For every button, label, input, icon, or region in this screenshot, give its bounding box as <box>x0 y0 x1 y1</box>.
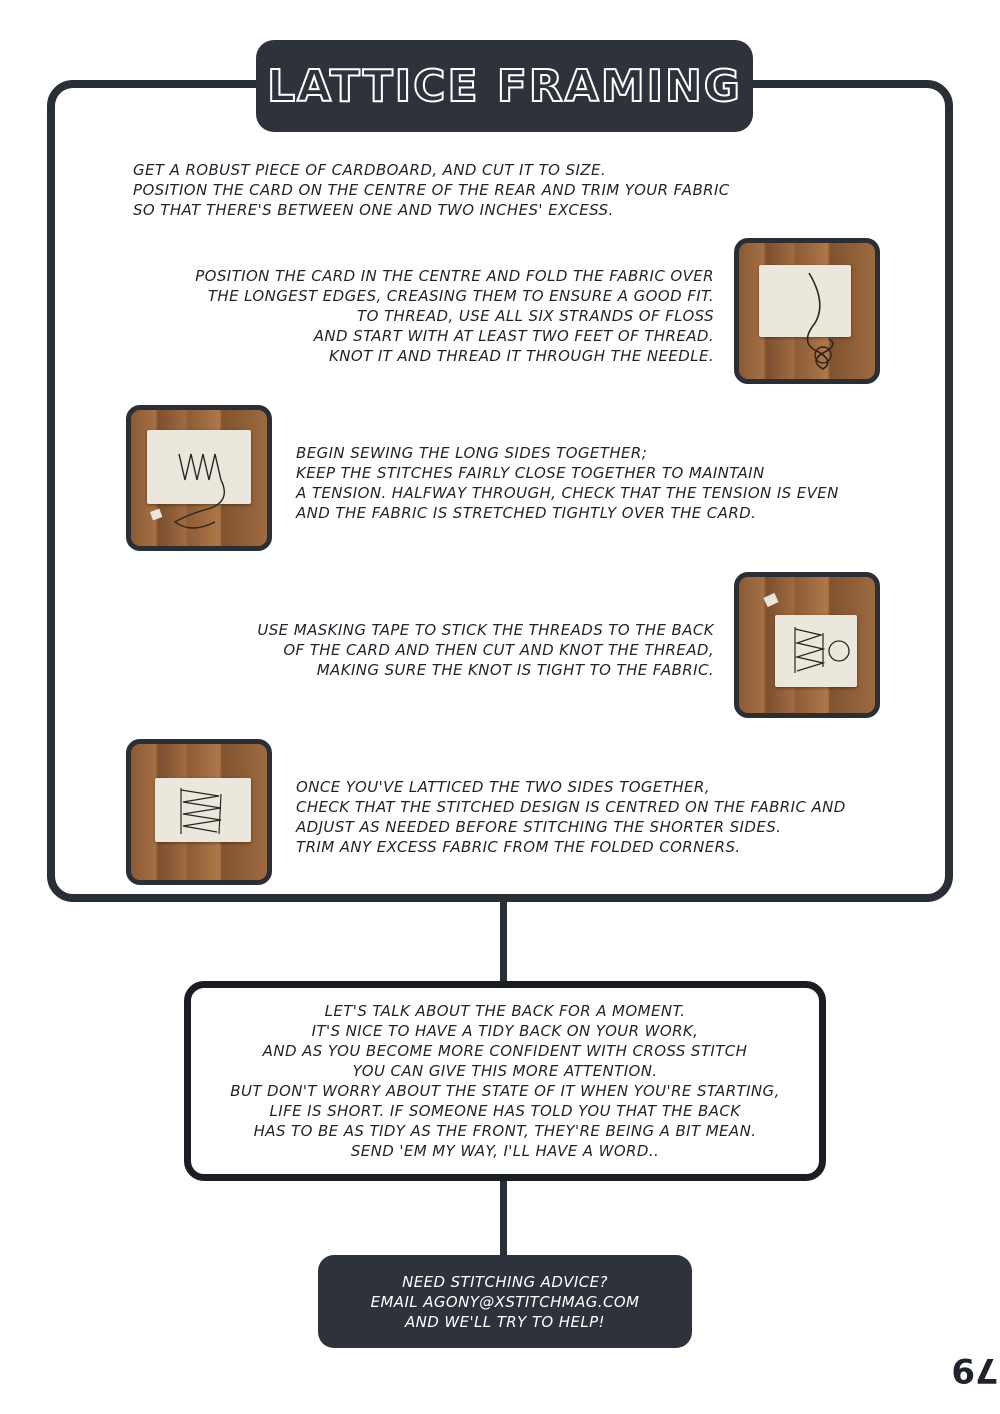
step-1-text: GET A ROBUST PIECE OF CARDBOARD, AND CUT IT TO SIZE. POSITION THE CARD ON THE CENTRE OF THE REAR AND TRIM YOUR FABRIC SO THAT THERE'S BETWEEN ONE AND TWO INCHES' EXCESS. <box>133 161 730 219</box>
connector-line-bottom <box>500 1181 507 1255</box>
page-title: LATTICE FRAMING <box>267 60 742 112</box>
back-advice-text: LET'S TALK ABOUT THE BACK FOR A MOMENT. IT'S NICE TO HAVE A TIDY BACK ON YOUR WORK, AND AS YOU BECOME MORE CONFIDENT WITH CROSS STITCH YOU CAN GIVE THIS MORE ATTENTION. BUT DON'T WORRY ABOUT THE STATE OF IT WHEN YOU'RE STARTING, LIFE IS SHORT. IF SOMEONE HAS TOLD YOU THAT THE BACK HAS TO BE AS TIDY AS THE FRONT, THEY'RE BEING A BIT MEAN. SEND 'EM MY WAY, I'LL HAVE A WORD.. <box>230 1002 780 1160</box>
contact-box <box>318 1255 692 1348</box>
step-5-text: ONCE YOU'VE LATTICED THE TWO SIDES TOGETHER, CHECK THAT THE STITCHED DESIGN IS CENTRED ON THE FABRIC AND ADJUST AS NEEDED BEFORE STITCHING THE SHORTER SIDES. TRIM ANY EXCESS FABRIC FROM THE FOLDED CORNERS. <box>296 778 846 856</box>
step-4-text: USE MASKING TAPE TO STICK THE THREADS TO THE BACK OF THE CARD AND THEN CUT AND KNOT THE THREAD, MAKING SURE THE KNOT IS TIGHT TO THE FABRIC. <box>257 621 714 679</box>
step-5-photo <box>126 739 272 885</box>
step-2-photo <box>734 238 880 384</box>
step-3-photo <box>126 405 272 551</box>
page-number: 79 <box>951 1350 999 1390</box>
contact-text: NEED STITCHING ADVICE? EMAIL AGONY@XSTITCHMAG.COM AND WE'LL TRY TO HELP! <box>370 1272 640 1331</box>
back-advice-box <box>184 981 826 1181</box>
step-3-text: BEGIN SEWING THE LONG SIDES TOGETHER; KEEP THE STITCHES FAIRLY CLOSE TOGETHER TO MAINTAIN A TENSION. HALFWAY THROUGH, CHECK THAT THE TENSION IS EVEN AND THE FABRIC IS STRETCHED TIGHTLY OVER THE CARD. <box>296 444 839 522</box>
title-banner <box>256 40 753 132</box>
step-4-photo <box>734 572 880 718</box>
connector-line-top <box>500 902 507 981</box>
step-2-text: POSITION THE CARD IN THE CENTRE AND FOLD THE FABRIC OVER THE LONGEST EDGES, CREASING THEM TO ENSURE A GOOD FIT. TO THREAD, USE ALL SIX STRANDS OF FLOSS AND START WITH AT LEAST TWO FEET OF THREAD. KNOT IT AND THREAD IT THROUGH THE NEEDLE. <box>195 267 714 365</box>
